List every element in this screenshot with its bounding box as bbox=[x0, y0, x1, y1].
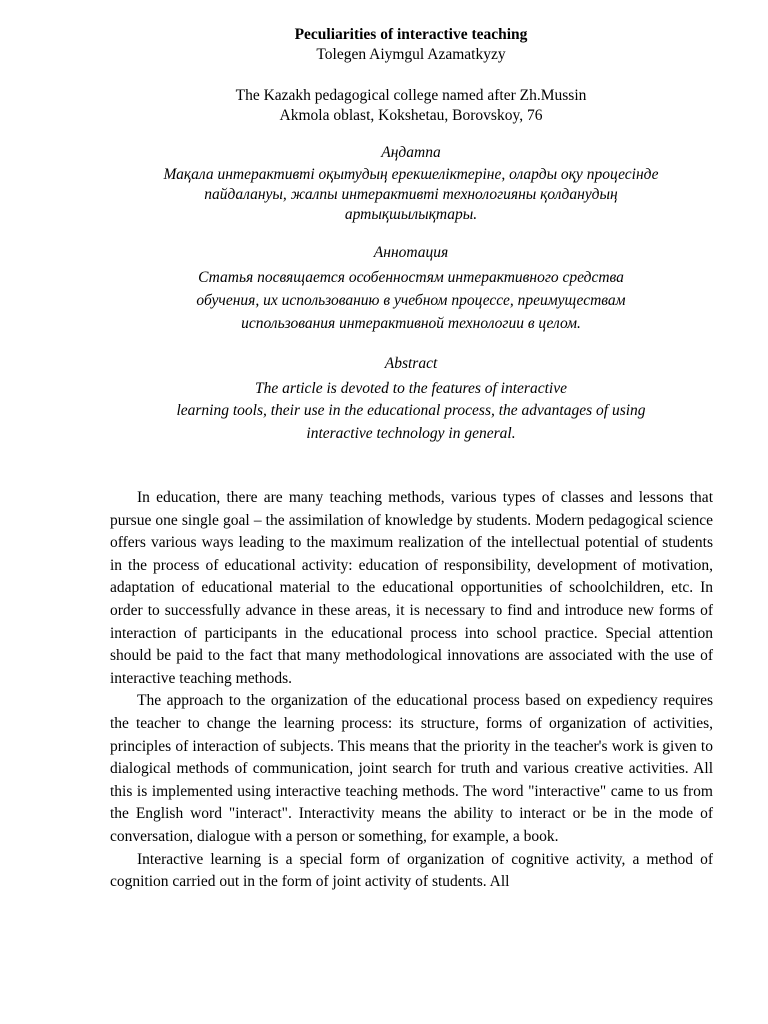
affiliation-address: Akmola oblast, Kokshetau, Borovskoy, 76 bbox=[279, 107, 543, 124]
abstract-russian-line: использования интерактивной технологии в целом. bbox=[241, 315, 581, 332]
abstract-russian-line: Статья посвящается особенностям интерактивного средства bbox=[198, 269, 624, 286]
body-paragraph: Interactive learning is a special form of organization of cognitive activity, a method of cognition carried out in the form of joint activity of students. All bbox=[110, 850, 713, 891]
abstract-kazakh bbox=[0, 143, 768, 225]
affiliation bbox=[0, 86, 768, 126]
abstract-kazakh-line: пайдалануы, жалпы интерактивті технологияны қолданудың bbox=[204, 186, 618, 203]
abstract-russian-heading: Аннотация bbox=[373, 244, 449, 261]
abstract-russian-line: обучения, их использованию в учебном процессе, преимуществам bbox=[196, 292, 626, 309]
abstract-english-line: learning tools, their use in the educational process, the advantages of using bbox=[176, 402, 646, 419]
paper-title: Peculiarities of interactive teaching bbox=[294, 26, 528, 43]
author-name: Tolegen Aiymgul Azamatkyzy bbox=[316, 46, 506, 63]
body-paragraph: In education, there are many teaching methods, various types of classes and lessons that pursue one single goal – the assimilation of knowledge by students. Modern pedagogical science offers various ways leading to the maximum realization of the intellectual potential of students in the process of educational activity: education of responsibility, development of motivation, adaptation of educational material to the educational opportunities of schoolchildren, etc. In order to successfully advance in these areas, it is necessary to find and introduce new forms of interaction of participants in the educational process into school practice. Special attention should be paid to the fact that many methodological innovations are associated with the use of interactive teaching methods. bbox=[110, 489, 713, 687]
abstract-russian bbox=[0, 241, 768, 335]
abstract-kazakh-line: Мақала интерактивті оқытудың ерекшеліктеріне, оларды оқу процесінде bbox=[163, 166, 659, 183]
abstract-english-heading: Abstract bbox=[384, 355, 438, 372]
abstract-english-line: The article is devoted to the features of interactive bbox=[255, 379, 567, 397]
body-paragraph: The approach to the organization of the educational process based on expediency requires the teacher to change the learning process: its structure, forms of organization of activities, principles of interaction of subjects. This means that the priority in the teacher's work is given to dialogical methods of communication, joint search for truth and various creative activities. All this is implemented using interactive teaching methods. The word "interactive" came to us from the English word "interact". Interactivity means the ability to interact or be in the mode of conversation, dialogue with a person or something, for example, a book. bbox=[110, 692, 713, 845]
abstract-english bbox=[0, 353, 768, 445]
affiliation-institution: The Kazakh pedagogical college named after Zh.Mussin bbox=[235, 87, 587, 104]
abstract-kazakh-line: артықшылықтары. bbox=[344, 206, 478, 223]
abstract-english-line: interactive technology in general. bbox=[306, 424, 516, 442]
abstract-kazakh-heading: Аңдатпа bbox=[381, 144, 441, 161]
body-text bbox=[110, 487, 713, 894]
